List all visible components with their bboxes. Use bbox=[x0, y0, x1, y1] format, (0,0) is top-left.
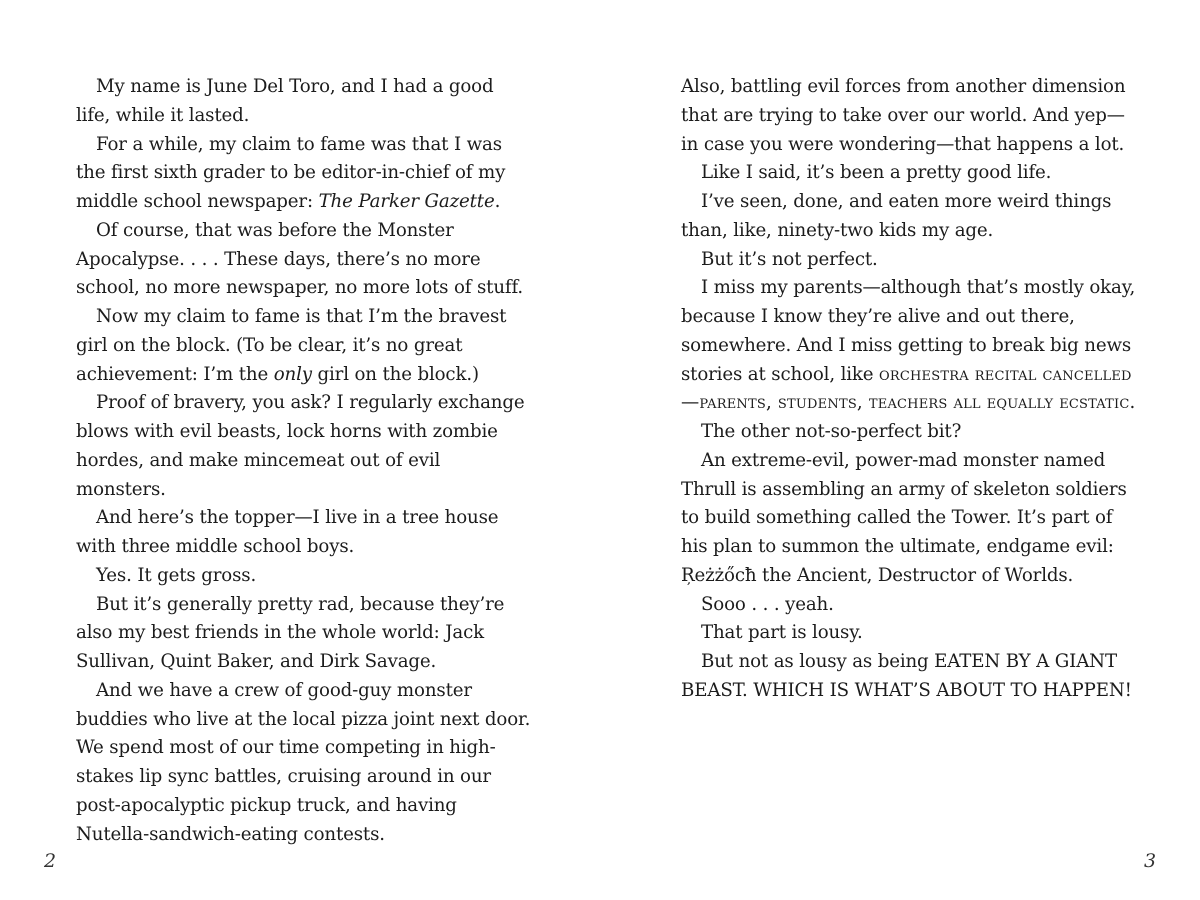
paragraph: Sooo . . . yeah. bbox=[701, 593, 834, 615]
paragraph: For a while, my claim to fame was that I was the first sixth grader to be editor-in-chief of my middle school newspaper: The Parker Gazette. bbox=[76, 133, 506, 212]
headline-smallcaps: orchestra recital cancelled—parents, students, teachers all equally ecstatic. bbox=[681, 363, 1136, 414]
paragraph: But it’s not perfect. bbox=[701, 248, 878, 270]
paragraph: Yes. It gets gross. bbox=[96, 564, 257, 586]
paragraph: My name is June Del Toro, and I had a good life, while it lasted. bbox=[76, 76, 494, 126]
page-number-left: 2 bbox=[44, 850, 57, 872]
paragraph: Proof of bravery, you ask? I regularly exchange blows with evil beasts, lock horns with zombie hordes, and make mincemeat out of evil monsters. bbox=[76, 392, 525, 500]
paragraph: Of course, that was before the Monster Apocalypse. . . . These days, there’s no more school, no more newspaper, no more lots of stuff. bbox=[76, 219, 524, 299]
paragraph: And here’s the topper—I live in a tree house with three middle school boys. bbox=[76, 507, 499, 557]
paragraph: But it’s generally pretty rad, because they’re also my best friends in the whole world: Jack Sullivan, Quint Baker, and Dirk Savage. bbox=[76, 593, 505, 672]
paragraph: Like I said, it’s been a pretty good life. bbox=[701, 162, 1052, 184]
right-page bbox=[681, 73, 1136, 706]
paragraph: But not as lousy as being EATEN BY A GIANT BEAST. WHICH IS WHAT’S ABOUT TO HAPPEN! bbox=[681, 651, 1132, 701]
newspaper-title: The Parker Gazette bbox=[318, 191, 495, 212]
paragraph: I’ve seen, done, and eaten more weird things than, like, ninety-two kids my age. bbox=[681, 191, 1112, 241]
emphasis: only bbox=[273, 363, 312, 385]
paragraph: An extreme-evil, power-mad monster named Thrull is assembling an army of skeleton soldiers to build something called the Tower. It’s part of his plan to summon the ultimate, endgame evil: Ŗeżżőcħ the Ancient, Destructor of Worlds. bbox=[681, 449, 1127, 586]
left-page bbox=[76, 73, 531, 849]
paragraph: Now my claim to fame is that I’m the bravest girl on the block. (To be clear, it’s no great achievement: I’m the only girl on the block.) bbox=[76, 306, 507, 385]
paragraph: That part is lousy. bbox=[701, 622, 863, 644]
page-number-right: 3 bbox=[1144, 850, 1157, 872]
paragraph: And we have a crew of good-guy monster buddies who live at the local pizza joint next door. We spend most of our time competing in high-stakes lip sync battles, cruising around in our post-apocalyptic pickup truck, and having Nutella-sandwich-eating contests. bbox=[76, 679, 531, 845]
paragraph: I miss my parents—although that’s mostly okay, because I know they’re alive and out there, somewhere. And I miss getting to break big news stories at school, like orchestra recital cancelled—parents, students, teachers all equally ecstatic. bbox=[681, 277, 1136, 414]
paragraph: The other not-so-perfect bit? bbox=[701, 421, 962, 442]
paragraph: Also, battling evil forces from another dimension that are trying to take over our world. And yep—in case you were wondering—that happens a lot. bbox=[681, 76, 1126, 155]
